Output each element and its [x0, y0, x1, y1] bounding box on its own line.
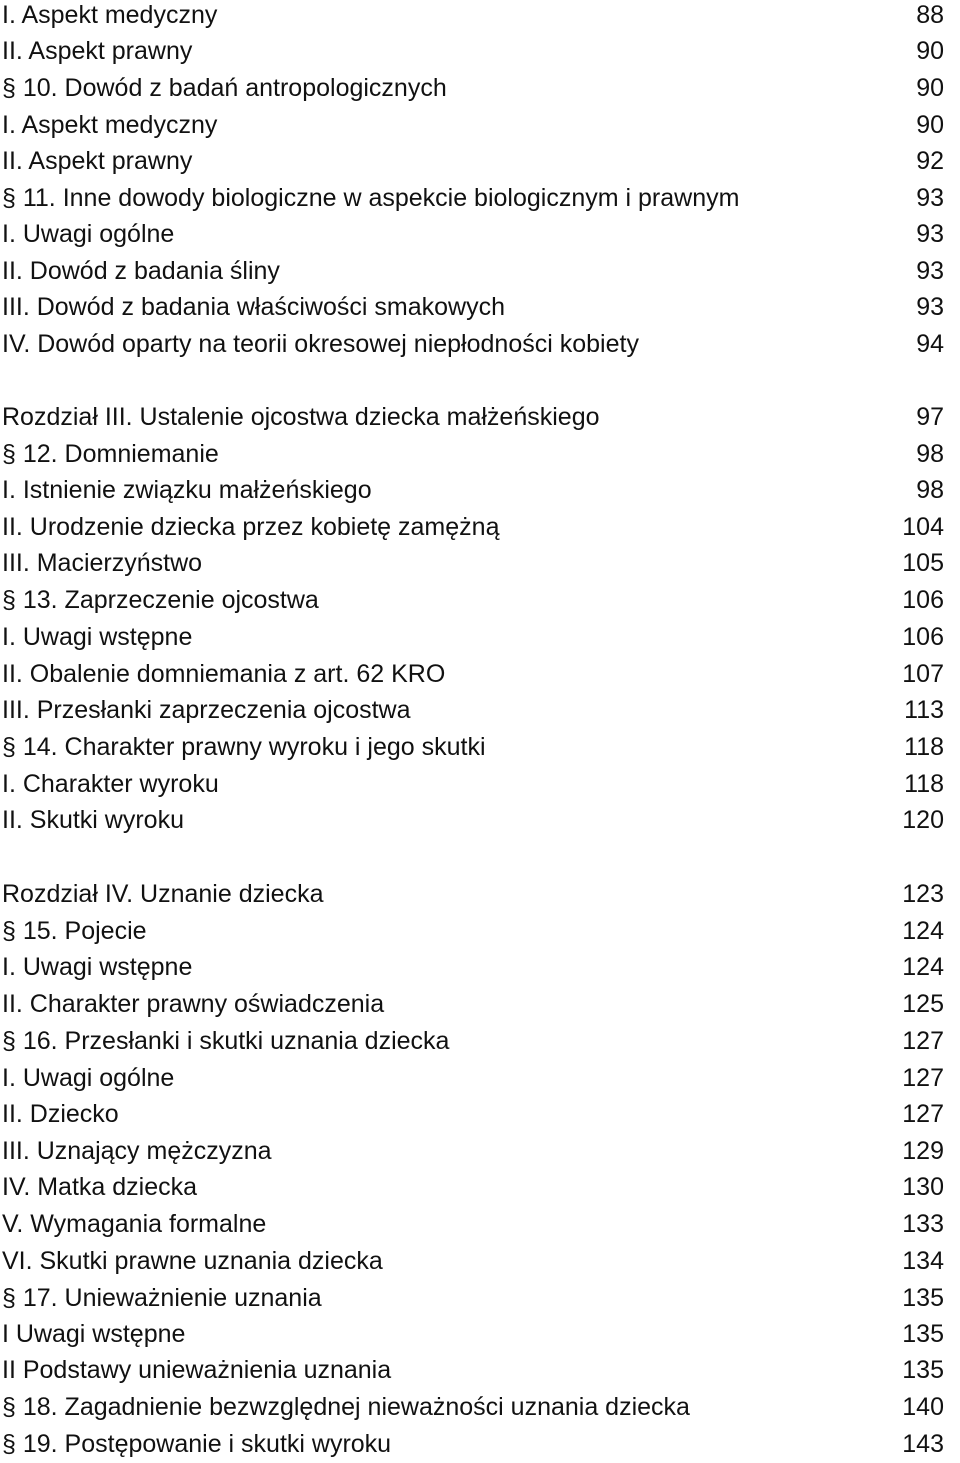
toc-entry [0, 509, 944, 545]
toc-entry-page-number: 104 [902, 513, 944, 541]
toc-entry [0, 949, 944, 985]
toc-entry-page-number: 93 [916, 293, 944, 321]
toc-entry-title: I. Istnienie związku małżeńskiego [2, 476, 372, 504]
toc-entry [0, 729, 944, 765]
toc-entry [0, 289, 944, 325]
toc-entry-title: III. Uznający mężczyzna [2, 1137, 272, 1165]
toc-entry-page-number: 124 [902, 917, 944, 945]
toc-entry [0, 1316, 944, 1352]
toc-entry [0, 0, 944, 33]
toc-entry [0, 692, 944, 728]
toc-entry-title: I. Uwagi wstępne [2, 953, 193, 981]
toc-entry-title: I Uwagi wstępne [2, 1320, 186, 1348]
toc-entry [0, 1280, 944, 1316]
toc-entry [0, 619, 944, 655]
toc-entry-page-number: 90 [916, 37, 944, 65]
toc-entry-title: Rozdział IV. Uznanie dziecka [2, 880, 324, 908]
toc-entry-page-number: 140 [902, 1393, 944, 1421]
toc-entry-title: V. Wymagania formalne [2, 1210, 267, 1238]
toc-entry [0, 1023, 944, 1059]
toc-entry-page-number: 90 [916, 111, 944, 139]
toc-entry-title: III. Macierzyństwo [2, 549, 203, 577]
toc-entry-title: § 19. Postępowanie i skutki wyroku [2, 1430, 392, 1458]
toc-entry-page-number: 124 [902, 953, 944, 981]
toc-entry [0, 656, 944, 692]
toc-entry-title: II. Aspekt prawny [2, 37, 193, 65]
toc-entry-page-number: 127 [902, 1064, 944, 1092]
toc-entry-page-number: 98 [916, 476, 944, 504]
toc-entry-title: I. Uwagi ogólne [2, 220, 175, 248]
toc-entry-page-number: 134 [902, 1247, 944, 1275]
toc-entry-title: II. Dowód z badania śliny [2, 257, 280, 285]
toc-entry-title: II. Aspekt prawny [2, 147, 193, 175]
toc-entry-title: § 12. Domniemanie [2, 440, 219, 468]
toc-entry-page-number: 105 [902, 549, 944, 577]
toc-entry [0, 766, 944, 802]
toc-entry-page-number: 120 [902, 806, 944, 834]
toc-entry [0, 180, 944, 216]
toc-entry [0, 1389, 944, 1425]
toc-entry-title: IV. Dowód oparty na teorii okresowej niepłodności kobiety [2, 330, 639, 358]
toc-entry-title: I. Aspekt medyczny [2, 1, 218, 29]
toc-entry-page-number: 92 [916, 147, 944, 175]
toc-entry [0, 326, 944, 362]
toc-entry-page-number: 133 [902, 1210, 944, 1238]
toc-entry-title: VI. Skutki prawne uznania dziecka [2, 1247, 383, 1275]
toc-entry [0, 1352, 944, 1388]
toc-entry-page-number: 93 [916, 184, 944, 212]
toc-entry-page-number: 107 [902, 660, 944, 688]
toc-entry-title: I. Uwagi ogólne [2, 1064, 175, 1092]
toc-entry-page-number: 135 [902, 1356, 944, 1384]
toc-entry [0, 107, 944, 143]
toc-entry-title: § 13. Zaprzeczenie ojcostwa [2, 586, 319, 614]
toc-entry [0, 1096, 944, 1132]
toc-entry-page-number: 118 [904, 770, 944, 798]
toc-entry-title: III. Dowód z badania właściwości smakowych [2, 293, 505, 321]
toc-entry [0, 253, 944, 289]
toc-entry-title: § 15. Pojecie [2, 917, 147, 945]
toc-entry-title: § 11. Inne dowody biologiczne w aspekcie biologicznym i prawnym [2, 184, 740, 212]
toc-entry-page-number: 125 [902, 990, 944, 1018]
toc-entry-title: I. Charakter wyroku [2, 770, 219, 798]
toc-entry-page-number: 90 [916, 74, 944, 102]
toc-entry-title: § 14. Charakter prawny wyroku i jego skutki [2, 733, 486, 761]
toc-entry [0, 802, 944, 838]
toc-entry-title: II. Charakter prawny oświadczenia [2, 990, 385, 1018]
toc-entry [0, 399, 944, 435]
toc-entry [0, 33, 944, 69]
toc-entry-title: § 17. Unieważnienie uznania [2, 1284, 322, 1312]
toc-entry [0, 436, 944, 472]
toc-entry [0, 582, 944, 618]
toc-entry-page-number: 98 [916, 440, 944, 468]
toc-entry [0, 70, 944, 106]
toc-entry [0, 1060, 944, 1096]
toc-entry-page-number: 135 [902, 1284, 944, 1312]
toc-entry [0, 1133, 944, 1169]
toc-entry-page-number: 130 [902, 1173, 944, 1201]
toc-entry-title: II. Skutki wyroku [2, 806, 184, 834]
toc-entry [0, 472, 944, 508]
toc-entry-page-number: 106 [902, 586, 944, 614]
toc-entry [0, 876, 944, 912]
toc-entry-title: Rozdział III. Ustalenie ojcostwa dziecka małżeńskiego [2, 403, 600, 431]
toc-entry [0, 545, 944, 581]
toc-entry-title: II Podstawy unieważnienia uznania [2, 1356, 392, 1384]
toc-entry-page-number: 123 [902, 880, 944, 908]
toc-entry [0, 986, 944, 1022]
toc-entry-page-number: 106 [902, 623, 944, 651]
toc-entry-page-number: 118 [904, 733, 944, 761]
toc-entry-title: § 10. Dowód z badań antropologicznych [2, 74, 447, 102]
toc-entry-title: IV. Matka dziecka [2, 1173, 198, 1201]
toc-entry-page-number: 93 [916, 257, 944, 285]
toc-entry-page-number: 143 [902, 1430, 944, 1458]
toc-entry [0, 1206, 944, 1242]
toc-entry-title: II. Urodzenie dziecka przez kobietę zamężną [2, 513, 500, 541]
toc-entry [0, 1169, 944, 1205]
toc-entry-title: I. Aspekt medyczny [2, 111, 218, 139]
toc-entry-title: II. Dziecko [2, 1100, 119, 1128]
toc-entry-page-number: 127 [902, 1100, 944, 1128]
toc-entry-title: III. Przesłanki zaprzeczenia ojcostwa [2, 696, 411, 724]
toc-entry-page-number: 93 [916, 220, 944, 248]
toc-entry-title: II. Obalenie domniemania z art. 62 KRO [2, 660, 446, 688]
toc-entry-page-number: 129 [902, 1137, 944, 1165]
toc-entry-title: § 18. Zagadnienie bezwzględnej nieważności uznania dziecka [2, 1393, 690, 1421]
toc-entry [0, 913, 944, 949]
toc-entry [0, 1243, 944, 1279]
toc-entry-page-number: 127 [902, 1027, 944, 1055]
toc-entry-page-number: 88 [916, 1, 944, 29]
toc-entry-page-number: 94 [916, 330, 944, 358]
toc-entry-page-number: 135 [902, 1320, 944, 1348]
toc-entry-title: I. Uwagi wstępne [2, 623, 193, 651]
toc-entry [0, 1426, 944, 1462]
toc-entry [0, 143, 944, 179]
toc-entry-title: § 16. Przesłanki i skutki uznania dziecka [2, 1027, 450, 1055]
toc-entry [0, 216, 944, 252]
toc-entry-page-number: 113 [904, 696, 944, 724]
toc-entry-page-number: 97 [916, 403, 944, 431]
